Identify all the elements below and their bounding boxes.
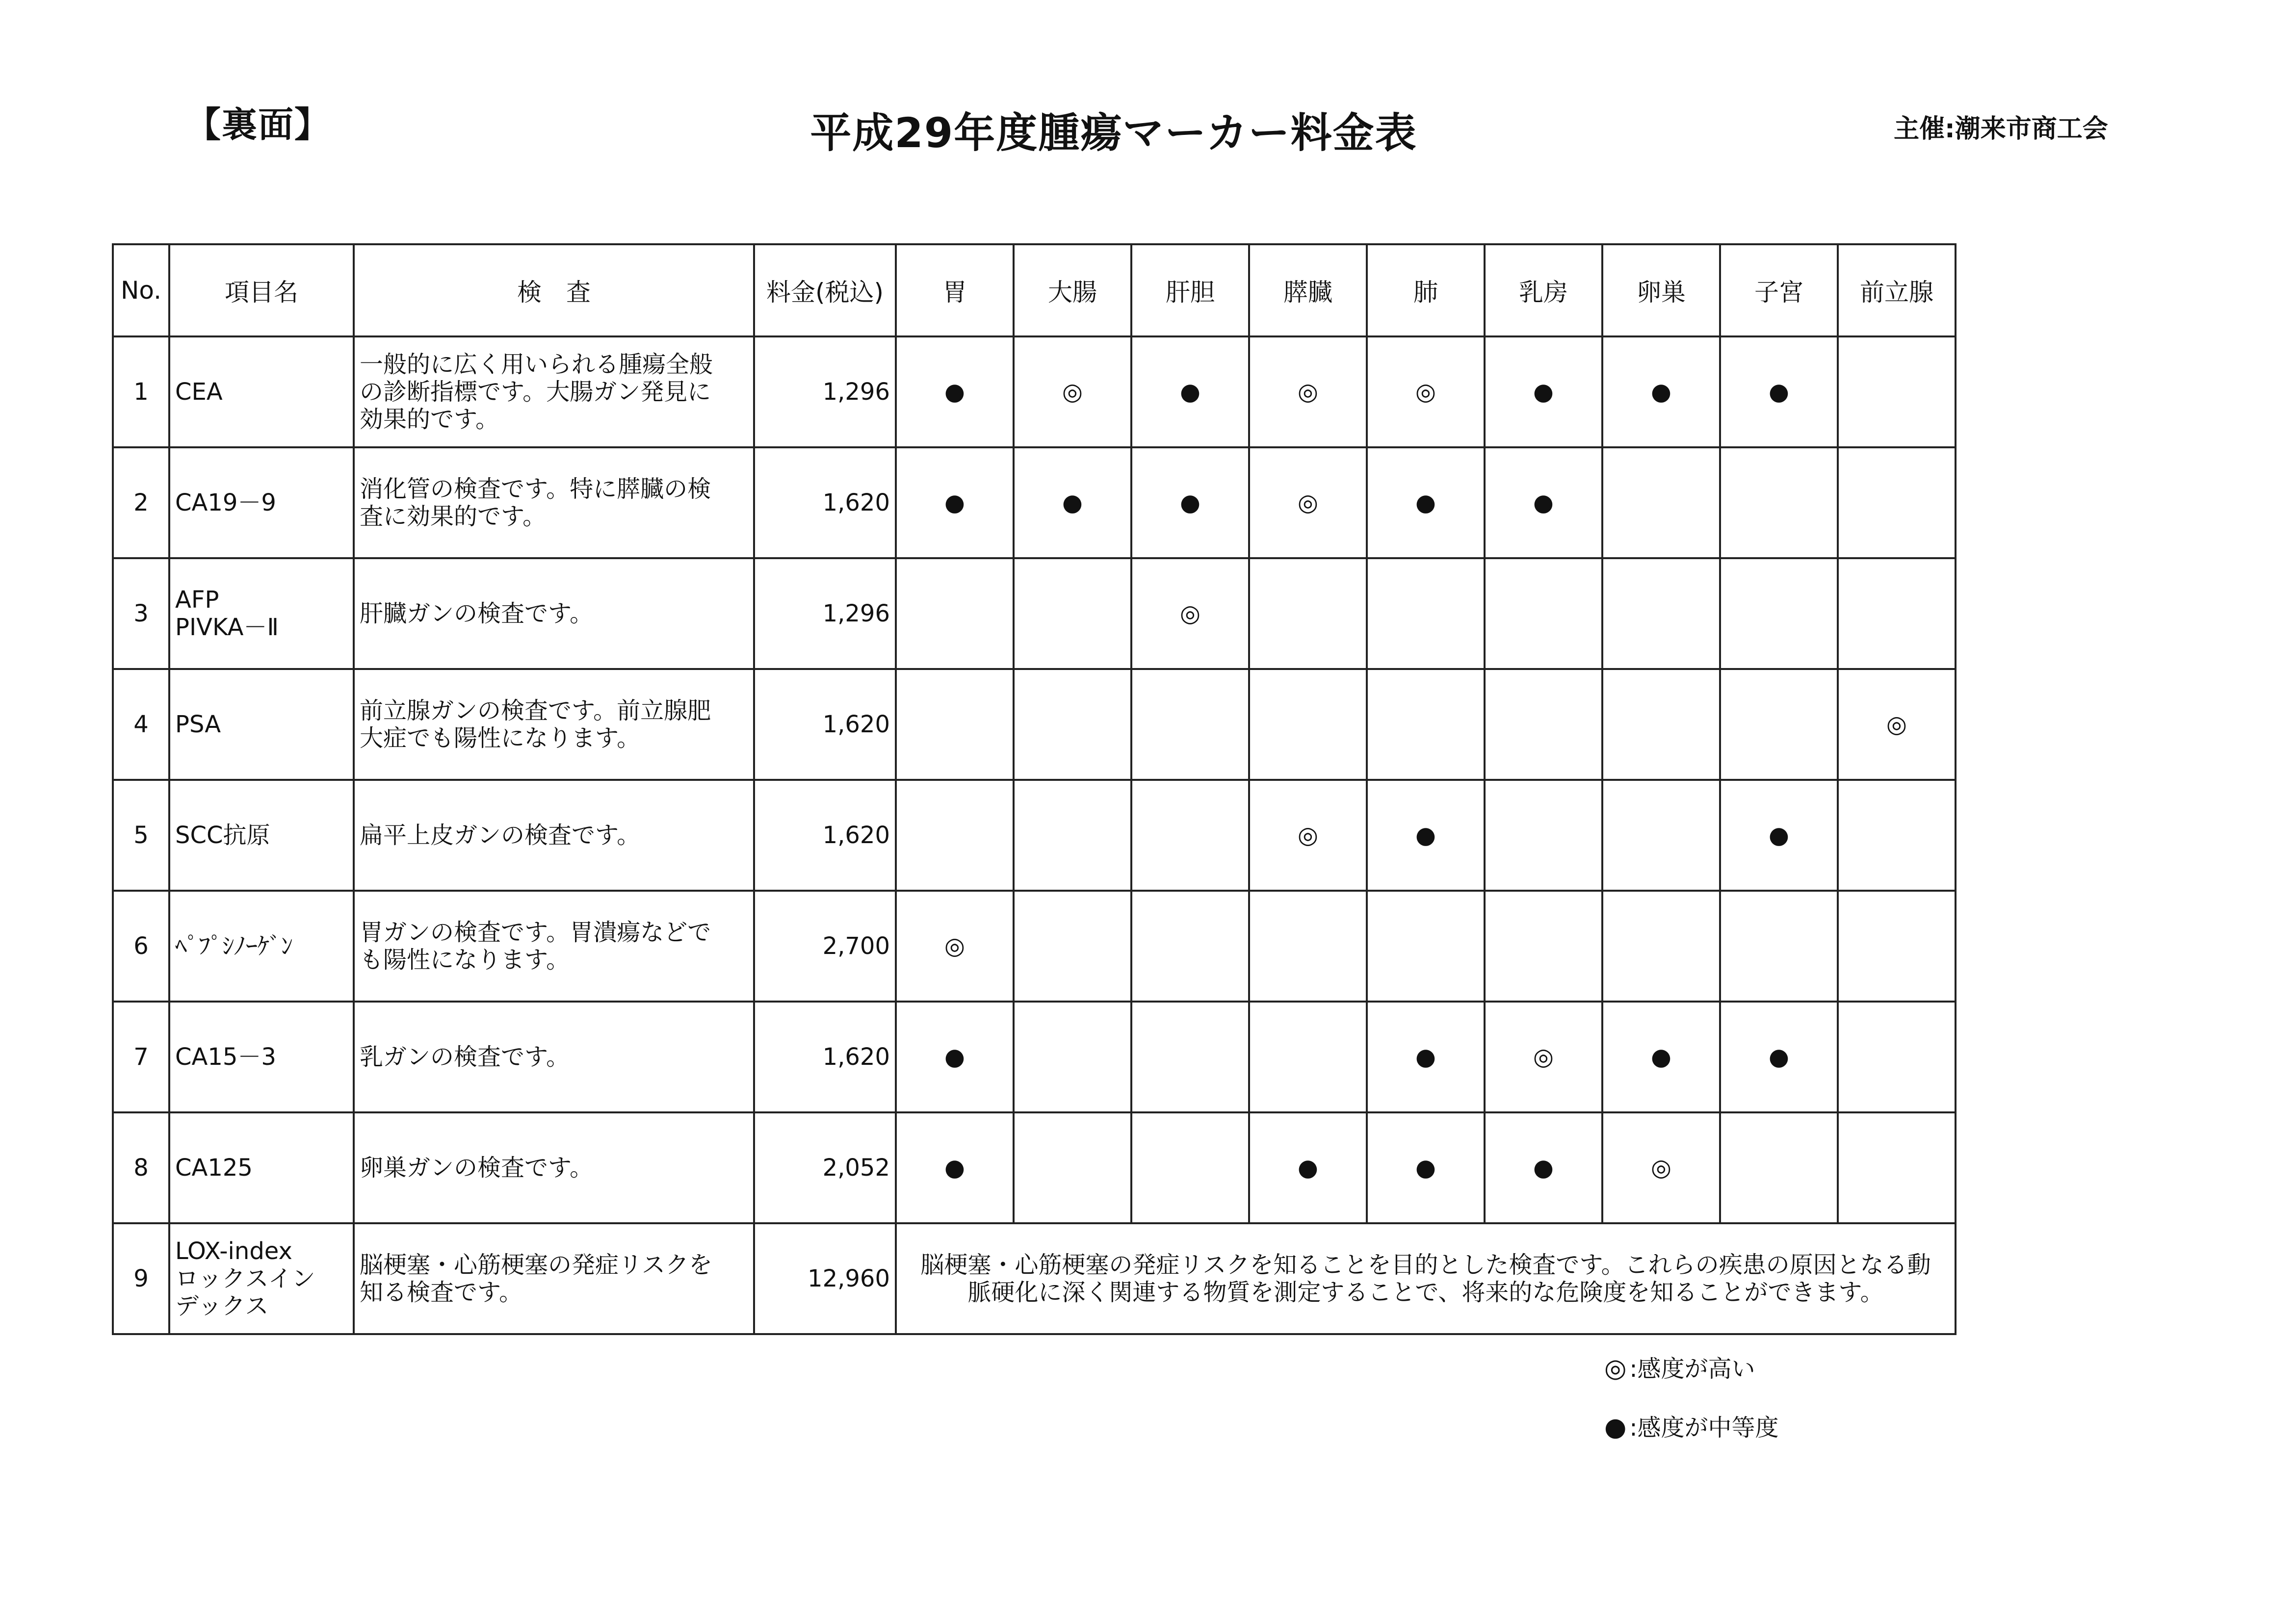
cell-sensitivity-mark: [1014, 669, 1131, 780]
cell-line: 消化管の検査です。特に膵臓の検: [360, 475, 711, 503]
cell-sensitivity-mark: ●: [1367, 1112, 1485, 1223]
cell-fee: 12,960: [754, 1223, 896, 1334]
side-label: 【裏面】: [185, 104, 331, 145]
cell-no: 3: [113, 558, 169, 669]
header-organ: 子宮: [1720, 244, 1838, 336]
cell-line: CA15－3: [175, 1043, 276, 1071]
cell-sensitivity-mark: ●: [1602, 1002, 1720, 1112]
legend-symbol: ●: [1604, 1413, 1627, 1442]
cell-sensitivity-mark: [1485, 669, 1602, 780]
cell-line: 一般的に広く用いられる腫瘍全般: [360, 351, 713, 378]
cell-line: 査に効果的です。: [360, 503, 547, 530]
cell-line: LOX-index: [175, 1237, 292, 1265]
tumor-marker-fee-table: [112, 243, 1957, 1335]
cell-sensitivity-mark: ●: [1367, 447, 1485, 558]
cell-item-name: [169, 336, 354, 447]
cell-test-description: [354, 336, 754, 447]
cell-sensitivity-mark: [1014, 1002, 1131, 1112]
table-row: [113, 1112, 1956, 1223]
table-row: [113, 336, 1956, 447]
table-row: [113, 780, 1956, 891]
cell-fee: 1,296: [754, 336, 896, 447]
cell-sensitivity-mark: [1131, 669, 1249, 780]
cell-line: ﾍﾟﾌﾟｼﾉｰｹﾞﾝ: [175, 932, 293, 960]
cell-item-name: [169, 891, 354, 1002]
cell-fee: 2,052: [754, 1112, 896, 1223]
table-row: [113, 558, 1956, 669]
cell-sensitivity-mark: ●: [1720, 780, 1838, 891]
header-test: 検 査: [354, 244, 754, 336]
cell-item-name: [169, 558, 354, 669]
cell-sensitivity-mark: [1720, 447, 1838, 558]
cell-line: ロックスイン: [175, 1265, 315, 1292]
cell-sensitivity-mark: [1602, 669, 1720, 780]
legend-text: :感度が高い: [1629, 1355, 1755, 1383]
cell-sensitivity-mark: ●: [1485, 336, 1602, 447]
header-organ: 胃: [896, 244, 1014, 336]
header-item-name: 項目名: [169, 244, 354, 336]
cell-sensitivity-mark: [896, 780, 1014, 891]
header-no: No.: [113, 244, 169, 336]
cell-sensitivity-mark: ●: [1014, 447, 1131, 558]
cell-no: 9: [113, 1223, 169, 1334]
cell-line: も陽性になります。: [360, 946, 570, 974]
cell-sensitivity-mark: ◎: [1838, 669, 1956, 780]
cell-no: 8: [113, 1112, 169, 1223]
cell-sensitivity-mark: [1838, 1002, 1956, 1112]
cell-item-name: [169, 447, 354, 558]
cell-sensitivity-mark: [1485, 558, 1602, 669]
cell-sensitivity-mark: ◎: [896, 891, 1014, 1002]
cell-no: 6: [113, 891, 169, 1002]
cell-sensitivity-mark: [896, 669, 1014, 780]
cell-line: 肝臓ガンの検査です。: [360, 600, 594, 627]
header-organ: 大腸: [1014, 244, 1131, 336]
cell-sensitivity-mark: ●: [1249, 1112, 1367, 1223]
cell-sensitivity-mark: [1602, 558, 1720, 669]
cell-line: 乳ガンの検査です。: [360, 1043, 570, 1071]
cell-fee: 1,620: [754, 669, 896, 780]
cell-sensitivity-mark: [1131, 780, 1249, 891]
legend-item: [1604, 1350, 1755, 1384]
cell-sensitivity-mark: [1249, 891, 1367, 1002]
cell-sensitivity-mark: ◎: [1367, 336, 1485, 447]
cell-sensitivity-mark: [1014, 891, 1131, 1002]
cell-sensitivity-mark: [1602, 447, 1720, 558]
cell-sensitivity-mark: [896, 558, 1014, 669]
cell-test-description: [354, 891, 754, 1002]
table-row: [113, 669, 1956, 780]
cell-line: CEA: [175, 378, 223, 406]
cell-sensitivity-mark: ●: [1720, 336, 1838, 447]
cell-sensitivity-mark: [1367, 669, 1485, 780]
cell-sensitivity-mark: [1131, 1112, 1249, 1223]
cell-line: 脈硬化に深く関連する物質を測定することで、将来的な危険度を知ることができます。: [967, 1279, 1884, 1306]
cell-line: AFP: [175, 586, 219, 614]
cell-no: 2: [113, 447, 169, 558]
table-row: [113, 1002, 1956, 1112]
header-organ: 前立腺: [1838, 244, 1956, 336]
cell-sensitivity-mark: [1485, 891, 1602, 1002]
cell-sensitivity-mark: ●: [1131, 336, 1249, 447]
cell-sensitivity-mark: [1838, 558, 1956, 669]
cell-item-name: [169, 1223, 354, 1334]
cell-sensitivity-mark: ◎: [1249, 780, 1367, 891]
cell-sensitivity-mark: ◎: [1485, 1002, 1602, 1112]
legend-text: :感度が中等度: [1629, 1414, 1779, 1442]
table-body: [113, 336, 1956, 1334]
cell-sensitivity-mark: [1131, 891, 1249, 1002]
cell-line: デックス: [175, 1292, 269, 1320]
cell-sensitivity-mark: [1014, 780, 1131, 891]
cell-line: 前立腺ガンの検査です。前立腺肥: [360, 697, 711, 724]
organizer-label: 主催:潮来市商工会: [1894, 114, 2108, 144]
cell-line: 扁平上皮ガンの検査です。: [360, 822, 641, 849]
cell-note: [896, 1223, 1956, 1334]
cell-sensitivity-mark: ◎: [1249, 336, 1367, 447]
cell-line: 効果的です。: [360, 406, 499, 433]
cell-test-description: [354, 669, 754, 780]
cell-line: PSA: [175, 711, 221, 738]
cell-line: の診断指標です。大腸ガン発見に: [360, 378, 711, 406]
cell-sensitivity-mark: [1014, 558, 1131, 669]
cell-sensitivity-mark: ●: [1485, 1112, 1602, 1223]
cell-line: PIVKA－Ⅱ: [175, 614, 279, 641]
cell-line: CA125: [175, 1154, 253, 1182]
cell-test-description: [354, 1112, 754, 1223]
cell-item-name: [169, 1112, 354, 1223]
cell-sensitivity-mark: ◎: [1014, 336, 1131, 447]
cell-sensitivity-mark: [1485, 780, 1602, 891]
table-row: [113, 1223, 1956, 1334]
header-organ: 卵巣: [1602, 244, 1720, 336]
cell-sensitivity-mark: ●: [896, 1112, 1014, 1223]
cell-sensitivity-mark: [1249, 558, 1367, 669]
cell-sensitivity-mark: [1838, 447, 1956, 558]
cell-sensitivity-mark: [1249, 669, 1367, 780]
cell-no: 4: [113, 669, 169, 780]
cell-line: 胃ガンの検査です。胃潰瘍などで: [360, 919, 711, 946]
cell-line: 脳梗塞・心筋梗塞の発症リスクを知ることを目的とした検査です。これらの疾患の原因となる動: [920, 1251, 1931, 1279]
cell-fee: 1,620: [754, 447, 896, 558]
cell-sensitivity-mark: ●: [1602, 336, 1720, 447]
cell-test-description: [354, 447, 754, 558]
cell-test-description: [354, 1002, 754, 1112]
cell-line: 脳梗塞・心筋梗塞の発症リスクを: [360, 1251, 713, 1279]
cell-sensitivity-mark: ●: [1367, 1002, 1485, 1112]
cell-no: 1: [113, 336, 169, 447]
cell-no: 7: [113, 1002, 169, 1112]
cell-sensitivity-mark: [1249, 1002, 1367, 1112]
cell-sensitivity-mark: [1602, 891, 1720, 1002]
cell-sensitivity-mark: ◎: [1249, 447, 1367, 558]
cell-sensitivity-mark: [1720, 891, 1838, 1002]
cell-line: 大症でも陽性になります。: [360, 724, 641, 752]
table-row: [113, 447, 1956, 558]
cell-line: 知る検査です。: [360, 1279, 523, 1306]
cell-fee: 1,296: [754, 558, 896, 669]
cell-item-name: [169, 1002, 354, 1112]
cell-sensitivity-mark: [1602, 780, 1720, 891]
header-fee: 料金(税込): [754, 244, 896, 336]
table-row: [113, 891, 1956, 1002]
cell-sensitivity-mark: ●: [1485, 447, 1602, 558]
cell-sensitivity-mark: [1720, 558, 1838, 669]
cell-fee: 2,700: [754, 891, 896, 1002]
cell-sensitivity-mark: [1838, 891, 1956, 1002]
cell-sensitivity-mark: ◎: [1602, 1112, 1720, 1223]
page-title: 平成29年度腫瘍マーカー料金表: [810, 109, 1417, 157]
cell-sensitivity-mark: ●: [896, 1002, 1014, 1112]
cell-sensitivity-mark: [1720, 1112, 1838, 1223]
cell-sensitivity-mark: [1838, 780, 1956, 891]
cell-sensitivity-mark: ●: [896, 447, 1014, 558]
cell-sensitivity-mark: [1838, 1112, 1956, 1223]
table-header-row: [113, 244, 1956, 336]
legend-item: [1604, 1409, 1779, 1442]
header-organ: 乳房: [1485, 244, 1602, 336]
cell-sensitivity-mark: [1131, 1002, 1249, 1112]
cell-test-description: [354, 1223, 754, 1334]
cell-fee: 1,620: [754, 1002, 896, 1112]
cell-line: 卵巣ガンの検査です。: [360, 1154, 594, 1182]
header-organ: 肝胆: [1131, 244, 1249, 336]
header-organ: 膵臓: [1249, 244, 1367, 336]
legend-symbol: ◎: [1604, 1354, 1627, 1383]
cell-line: CA19－9: [175, 489, 276, 516]
cell-sensitivity-mark: [1720, 669, 1838, 780]
cell-item-name: [169, 780, 354, 891]
cell-sensitivity-mark: ●: [1367, 780, 1485, 891]
cell-no: 5: [113, 780, 169, 891]
cell-fee: 1,620: [754, 780, 896, 891]
cell-line: SCC抗原: [175, 822, 270, 849]
cell-test-description: [354, 780, 754, 891]
cell-sensitivity-mark: [1367, 891, 1485, 1002]
cell-sensitivity-mark: [1838, 336, 1956, 447]
header-organ: 肺: [1367, 244, 1485, 336]
cell-sensitivity-mark: ●: [896, 336, 1014, 447]
cell-sensitivity-mark: [1014, 1112, 1131, 1223]
cell-sensitivity-mark: ◎: [1131, 558, 1249, 669]
cell-item-name: [169, 669, 354, 780]
cell-sensitivity-mark: ●: [1131, 447, 1249, 558]
cell-sensitivity-mark: ●: [1720, 1002, 1838, 1112]
cell-sensitivity-mark: [1367, 558, 1485, 669]
cell-test-description: [354, 558, 754, 669]
